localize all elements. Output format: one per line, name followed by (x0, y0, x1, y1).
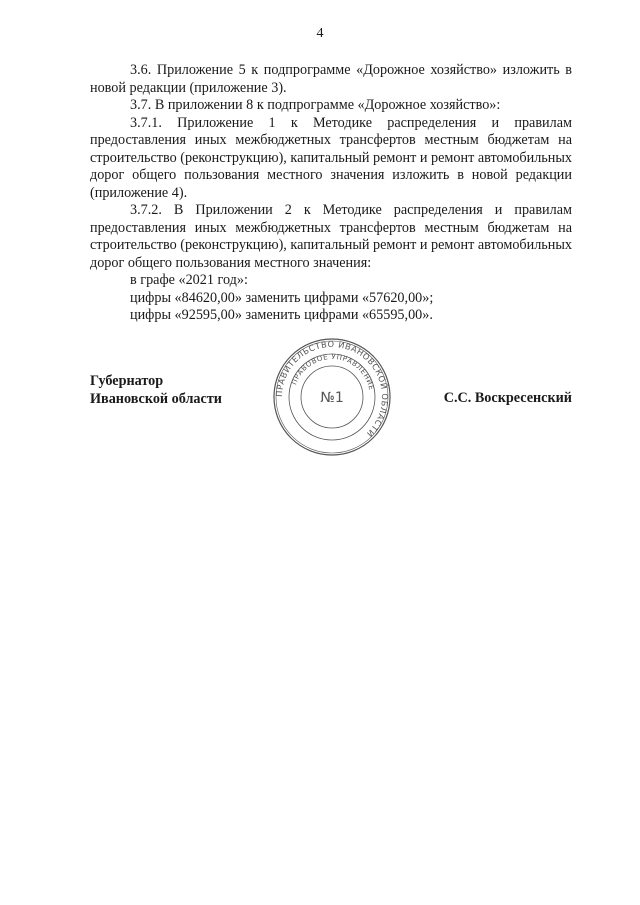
paragraph-3-7-1: 3.7.1. Приложение 1 к Методике распределения и правилам предоставления иных межбюджетных трансфертов местным бюджетам на строительство (реконструкцию), капитальный ремонт и ремонт автомобильных дорог общего пользования местного значения изложить в новой редакции (приложение 4). (90, 114, 572, 201)
seal-inner-text: ПРАВОВОЕ УПРАВЛЕНИЕ (290, 352, 376, 392)
signer-title (90, 373, 222, 408)
paragraph-replace-1: цифры «84620,00» заменить цифрами «57620,00»; (130, 289, 434, 306)
signer-title-line1: Губернатор (90, 373, 164, 389)
signer-title-line2: Ивановской области (90, 390, 222, 407)
page-number: 4 (316, 26, 324, 41)
seal-center-number: №1 (320, 390, 344, 406)
paragraph-3-6: 3.6. Приложение 5 к подпрограмме «Дорожное хозяйство» изложить в новой редакции (приложение 3). (90, 62, 572, 96)
paragraph-column-2021: в графе «2021 год»: (130, 272, 248, 288)
paragraph-replace-2: цифры «92595,00» заменить цифрами «65595,00». (130, 307, 433, 323)
paragraph-3-7: 3.7. В приложении 8 к подпрограмме «Дорожное хозяйство»: (130, 97, 501, 113)
signer-name: С.С. Воскресенский (443, 390, 572, 406)
seal-outer-text: ПРАВИТЕЛЬСТВО ИВАНОВСКОЙ ОБЛАСТИ (273, 338, 391, 440)
signature-block (90, 373, 572, 413)
paragraph-3-7-2: 3.7.2. В Приложении 2 к Методике распределения и правилам предоставления иных межбюджетных трансфертов местным бюджетам на строительство (реконструкцию), капитальный ремонт и ремонт автомобильных дорог общего пользования местного значения: (90, 202, 572, 271)
document-body (90, 62, 572, 325)
